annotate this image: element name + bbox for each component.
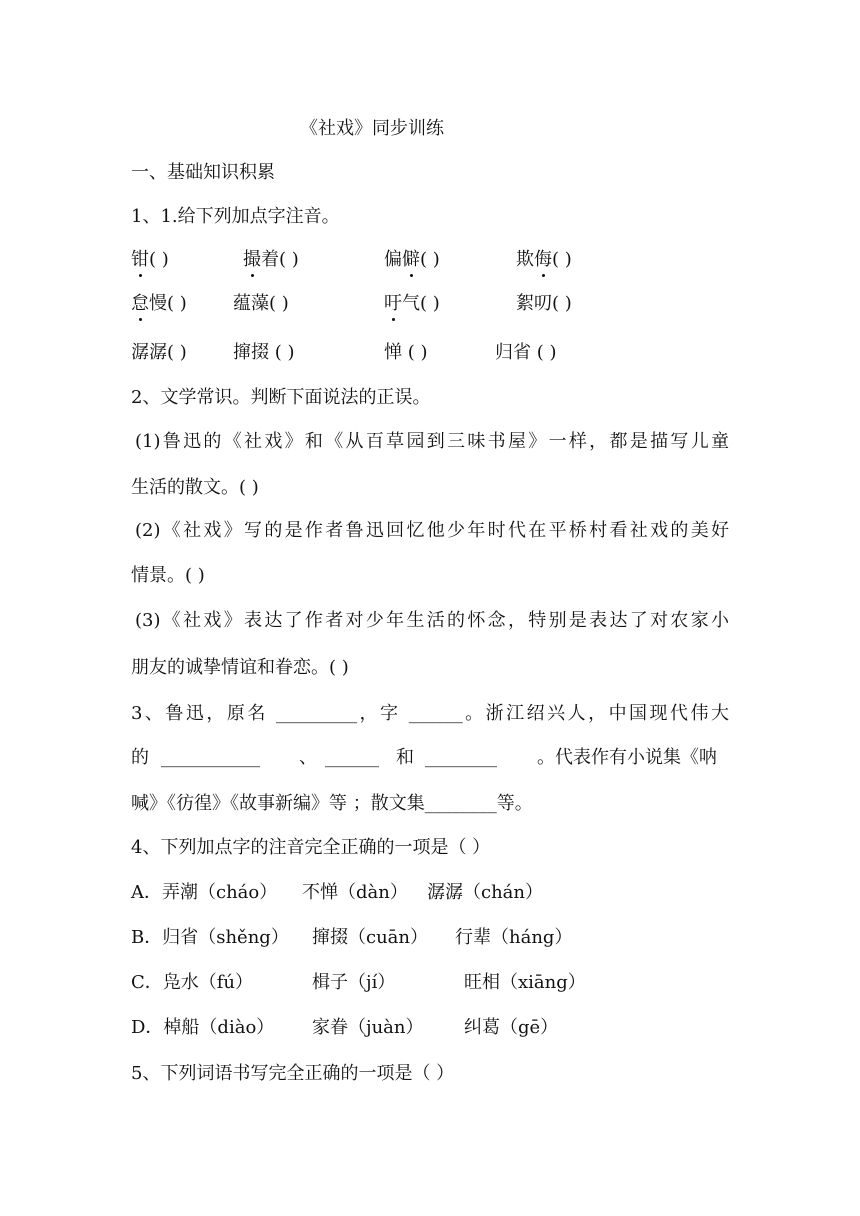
pinyin-item: 欺侮( ) bbox=[516, 249, 572, 270]
question-3-line-1: 3、鲁迅，原名 _________，字 ______。浙江绍兴人，中国现代伟大 bbox=[131, 703, 729, 724]
pinyin-item: 怠慢( ) bbox=[131, 293, 187, 314]
pinyin-item: 撮着( ) bbox=[243, 249, 299, 270]
question-2-item-1: (1)鲁迅的《社戏》和《从百草园到三味书屋》一样，都是描写儿童 bbox=[135, 431, 729, 452]
option-a: A．弄潮（cháo） 不惮（dàn） 潺潺（chán） bbox=[131, 882, 543, 903]
question-3-line-2: 的 ___________ 、 ______ 和 ________ 。代表作有小说集《呐 bbox=[131, 747, 717, 768]
question-2-prompt: 2、文学常识。判断下面说法的正误。 bbox=[131, 387, 431, 408]
pinyin-row-1 bbox=[131, 248, 731, 274]
question-1-prompt: 1、1.给下列加点字注音。 bbox=[131, 206, 340, 227]
answer-blank: ________ bbox=[425, 747, 497, 768]
question-4-prompt: 4、下列加点字的注音完全正确的一项是（ ） bbox=[131, 837, 491, 858]
pinyin-item: 潺潺( ) bbox=[131, 342, 187, 363]
pinyin-row-2 bbox=[131, 292, 731, 318]
pinyin-item: 惮 ( ) bbox=[384, 342, 428, 363]
option-d: D．棹船（diào） 家眷（juàn） 纠葛（gē） bbox=[131, 1017, 559, 1038]
pinyin-item: 钳( ) bbox=[131, 249, 169, 270]
question-2-item-2: (2)《社戏》写的是作者鲁迅回忆他少年时代在平桥村看社戏的美好 bbox=[135, 520, 729, 541]
section-heading: 一、基础知识积累 bbox=[131, 162, 275, 183]
option-c: C．凫水（fú） 楫子（jí） 旺相（xiāng） bbox=[131, 972, 586, 993]
option-b: B．归省（shěng） 撺掇（cuān） 行辈（háng） bbox=[131, 927, 573, 948]
question-2-item-1-cont: 生活的散文。( ) bbox=[131, 477, 259, 498]
pinyin-item: 撺掇 ( ) bbox=[233, 342, 295, 363]
question-2-item-3: (3)《社戏》表达了作者对少年生活的怀念，特别是表达了对农家小 bbox=[135, 610, 729, 631]
question-2-item-3-cont: 朋友的诚挚情谊和眷恋。( ) bbox=[131, 657, 349, 678]
pinyin-item: 归省 ( ) bbox=[495, 342, 557, 363]
pinyin-row-3 bbox=[131, 341, 731, 367]
page-title: 《社戏》同步训练 bbox=[300, 118, 444, 139]
question-5-prompt: 5、下列词语书写完全正确的一项是（ ） bbox=[131, 1063, 455, 1084]
question-2-item-2-cont: 情景。( ) bbox=[131, 565, 205, 586]
answer-blank: ___________ bbox=[161, 747, 260, 768]
answer-blank: ______ bbox=[325, 747, 379, 768]
pinyin-item: 蕴藻( ) bbox=[233, 293, 289, 314]
pinyin-item: 絮叨( ) bbox=[516, 293, 572, 314]
pinyin-item: 偏僻( ) bbox=[384, 249, 440, 270]
pinyin-item: 吁气( ) bbox=[384, 293, 440, 314]
question-3-line-3: 喊》《彷徨》《故事新编》等 ；散文集________等。 bbox=[131, 793, 533, 814]
